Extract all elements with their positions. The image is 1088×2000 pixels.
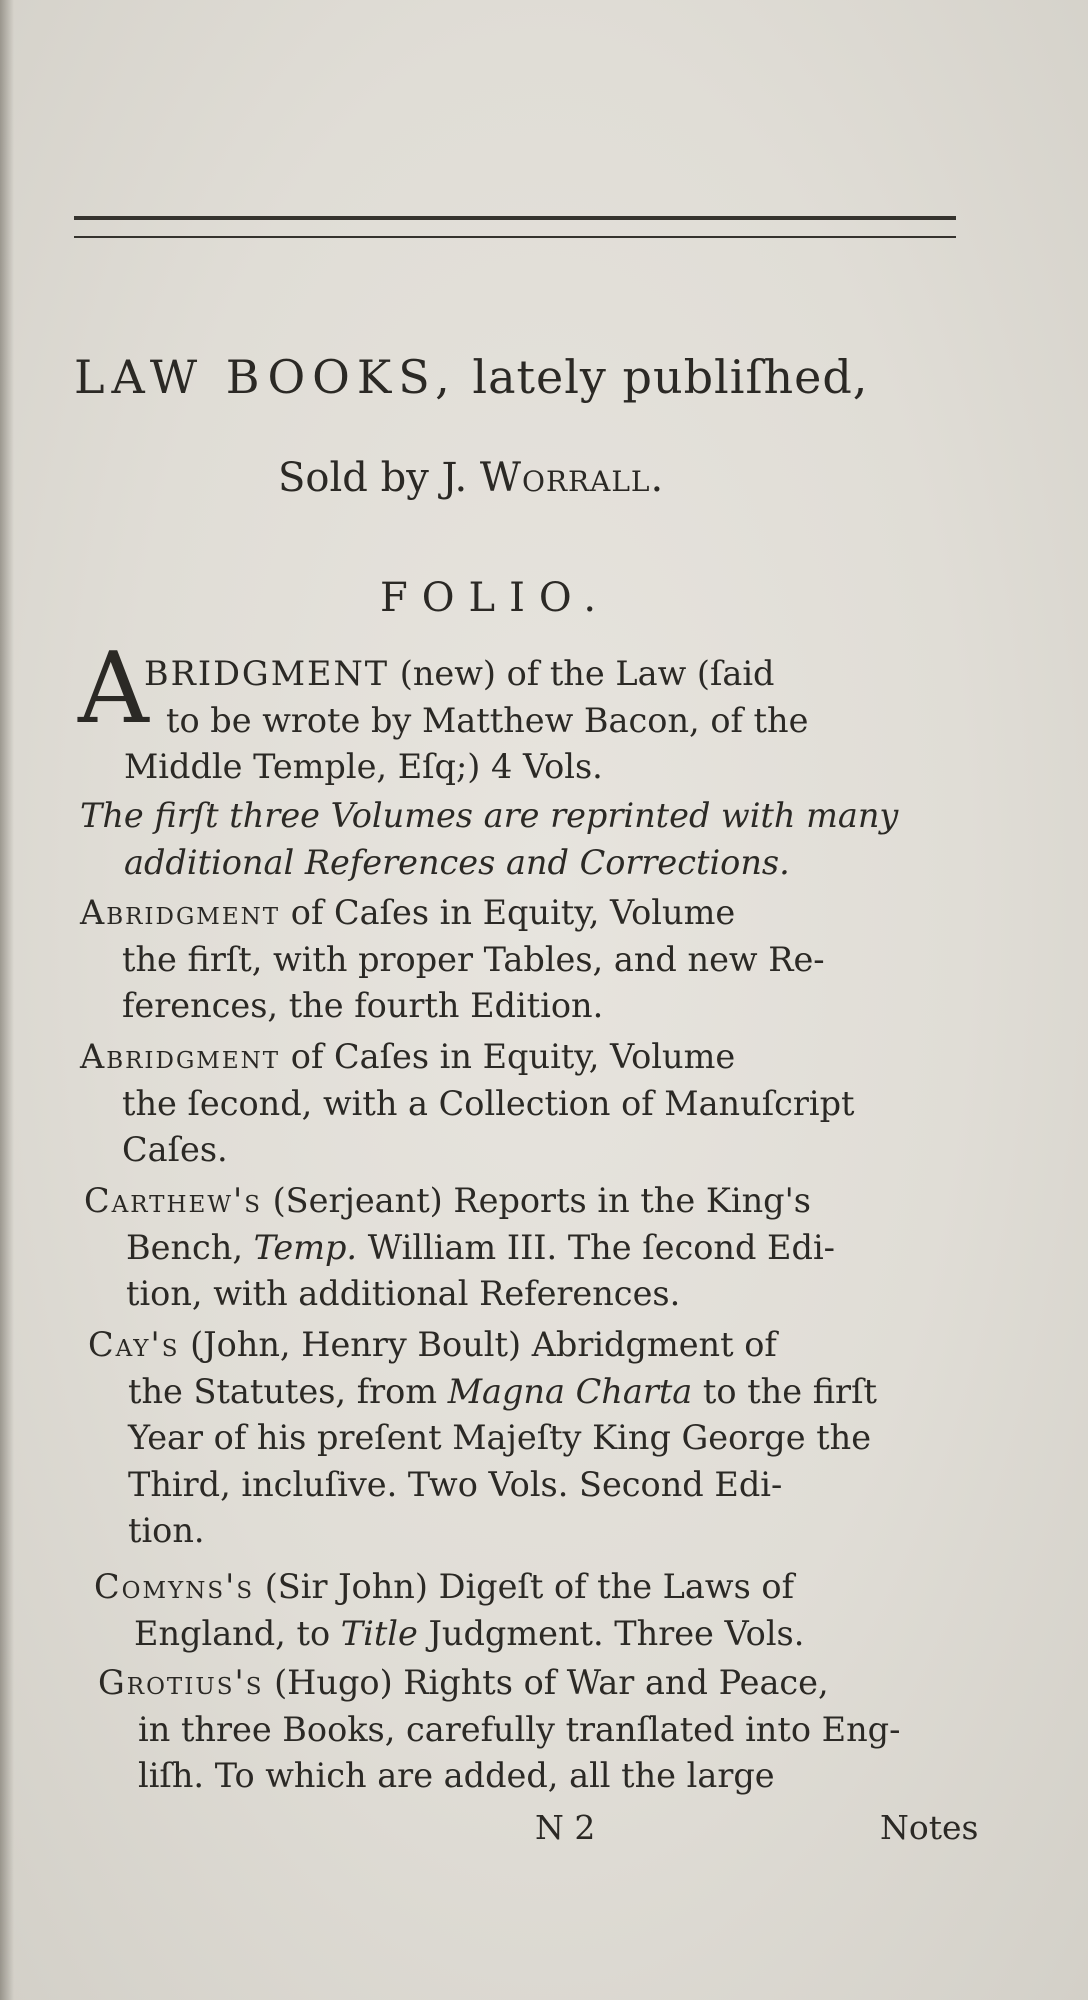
entry-comyns <box>94 1564 804 1657</box>
entry-line: liſh. To which are added, all the large <box>138 1756 775 1795</box>
entry-heading: BRIDGMENT <box>144 654 390 693</box>
drop-cap: A <box>78 632 149 746</box>
entry-heading: Cay's <box>88 1325 180 1364</box>
entry-line: The firſt three Volumes are reprinted with many <box>80 796 899 835</box>
entry-carthew <box>84 1178 835 1318</box>
entry-heading: Carthew's <box>84 1181 262 1220</box>
entry-line: tion, with additional References. <box>126 1274 681 1313</box>
seller-line <box>278 455 664 501</box>
page-title <box>74 350 974 404</box>
entry-line: the ſecond, with a Collection of Manuſcript <box>122 1083 855 1123</box>
seller-name: Worrall. <box>479 455 665 501</box>
entry-line: Grotius's (Hugo) Rights of War and Peace, <box>98 1663 829 1702</box>
header-rule-thick <box>74 216 956 220</box>
entry-line: ferences, the fourth Edition. <box>122 986 604 1025</box>
entry-cay <box>88 1322 877 1555</box>
entry-abridgment-new <box>144 651 808 744</box>
entry-line: the firſt, with proper Tables, and new Re- <box>122 939 825 979</box>
entry-line: the Statutes, from Magna Charta to the firſt <box>128 1371 877 1411</box>
seller-prefix: Sold by J. <box>278 455 480 501</box>
entry-heading: Abridgment <box>80 1037 281 1076</box>
entry-line: to be wrote by Matthew Bacon, of the <box>166 700 809 740</box>
signature-mark: N 2 <box>535 1808 596 1847</box>
entry-line: Comyns's (Sir John) Digeſt of the Laws of <box>94 1567 794 1606</box>
entry-grotius <box>98 1660 900 1800</box>
entry-heading: Comyns's <box>94 1567 255 1606</box>
entry-note <box>80 793 898 886</box>
entry-line: Abridgment of Caſes in Equity, Volume <box>80 1037 736 1076</box>
header-rule-thin <box>74 236 956 238</box>
title-rest: lately publiſhed, <box>456 350 869 404</box>
entry-abridgment-new-cont <box>124 744 603 791</box>
entry-heading: Abridgment <box>80 893 281 932</box>
entry-line: Third, incluſive. Two Vols. Second Edi- <box>128 1464 783 1504</box>
entry-abridgment-cases-2 <box>80 1034 855 1174</box>
entry-heading: Grotius's <box>98 1663 264 1702</box>
entry-line: additional References and Corrections. <box>124 842 790 882</box>
section-heading: FOLIO. <box>380 575 611 621</box>
entry-line: in three Books, carefully tranſlated into Eng- <box>138 1709 901 1749</box>
entry-line: Bench, Temp. William III. The ſecond Edi- <box>126 1227 835 1267</box>
entry-line: BRIDGMENT (new) of the Law (ſaid <box>144 654 775 693</box>
title-caps: LAW BOOKS, <box>74 350 457 404</box>
entry-line: Cay's (John, Henry Boult) Abridgment of <box>88 1325 777 1364</box>
entry-abridgment-cases-1 <box>80 890 825 1030</box>
entry-line: Middle Temple, Eſq;) 4 Vols. <box>124 747 603 786</box>
catchword: Notes <box>880 1808 979 1847</box>
entry-line: England, to Title Judgment. Three Vols. <box>134 1613 805 1653</box>
entry-line: Caſes. <box>122 1130 228 1169</box>
entry-line: Carthew's (Serjeant) Reports in the King's <box>84 1181 811 1220</box>
entry-line: Abridgment of Caſes in Equity, Volume <box>80 893 736 932</box>
page-edge-shadow <box>0 0 14 2000</box>
entry-line: tion. <box>128 1511 205 1550</box>
entry-line: Year of his preſent Majeſty King George the <box>128 1418 872 1457</box>
